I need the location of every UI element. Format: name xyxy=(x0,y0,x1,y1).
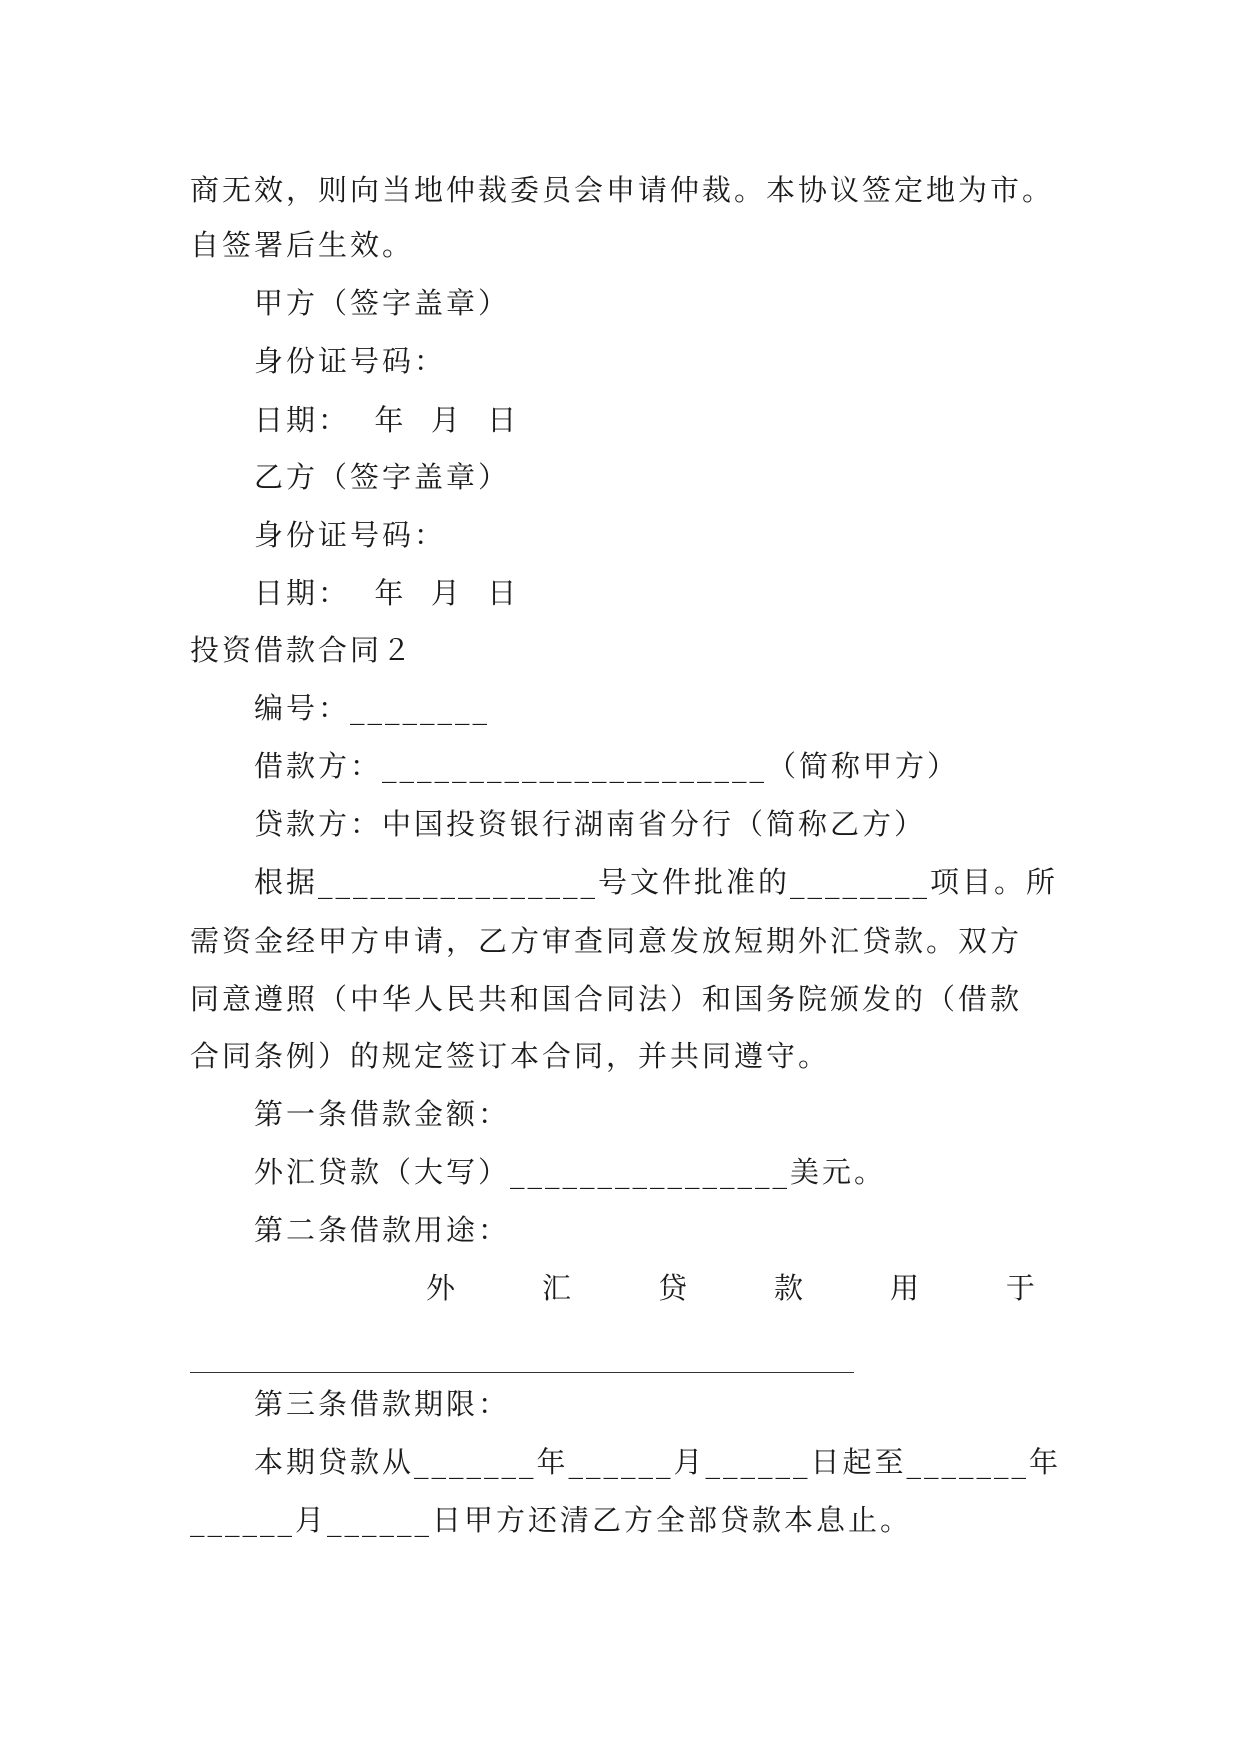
lender-line: 贷款方：中国投资银行湖南省分行（简称乙方） xyxy=(254,807,927,841)
contract-title: 投资借款合同２ xyxy=(190,633,415,667)
purpose-word: 贷 xyxy=(657,1271,690,1305)
purpose-blank-line xyxy=(190,1372,854,1373)
party-a-date: 日期： 年 月 日 xyxy=(254,403,520,437)
basis-paragraph-line3: 同意遵照（中华人民共和国合同法）和国务院颁发的（借款 xyxy=(190,982,1023,1016)
party-b-signature: 乙方（签字盖章） xyxy=(254,460,511,494)
article-2-purpose xyxy=(426,1268,1038,1308)
paragraph-effective: 自签署后生效。 xyxy=(190,228,415,262)
party-a-id-number: 身份证号码： xyxy=(254,344,447,378)
article-2-heading: 第二条借款用途： xyxy=(254,1213,511,1247)
purpose-word: 于 xyxy=(1005,1271,1038,1305)
purpose-word: 汇 xyxy=(541,1271,574,1305)
article-1-amount: 外汇贷款（大写）________________美元。 xyxy=(254,1155,887,1189)
party-b-date: 日期： 年 月 日 xyxy=(254,576,520,610)
purpose-word: 外 xyxy=(426,1271,459,1305)
article-3-heading: 第三条借款期限： xyxy=(254,1387,511,1421)
article-3-period-line2: ______月______日甲方还清乙方全部贷款本息止。 xyxy=(190,1503,913,1537)
contract-number: 编号：________ xyxy=(254,691,491,725)
basis-paragraph-line1: 根据________________号文件批准的________项目。所 xyxy=(254,865,1059,899)
basis-paragraph-line2: 需资金经甲方申请，乙方审查同意发放短期外汇贷款。双方 xyxy=(190,924,1023,958)
borrower-line: 借款方：______________________（简称甲方） xyxy=(254,749,960,783)
article-1-heading: 第一条借款金额： xyxy=(254,1097,511,1131)
purpose-word: 用 xyxy=(889,1271,922,1305)
article-3-period-line1: 本期贷款从_______年______月______日起至_______年 xyxy=(254,1445,1062,1479)
purpose-word: 款 xyxy=(773,1271,806,1305)
paragraph-arbitration: 商无效，则向当地仲裁委员会申请仲裁。本协议签定地为市。 xyxy=(190,173,1055,207)
basis-paragraph-line4: 合同条例）的规定签订本合同，并共同遵守。 xyxy=(190,1039,831,1073)
party-b-id-number: 身份证号码： xyxy=(254,518,447,552)
party-a-signature: 甲方（签字盖章） xyxy=(254,286,511,320)
